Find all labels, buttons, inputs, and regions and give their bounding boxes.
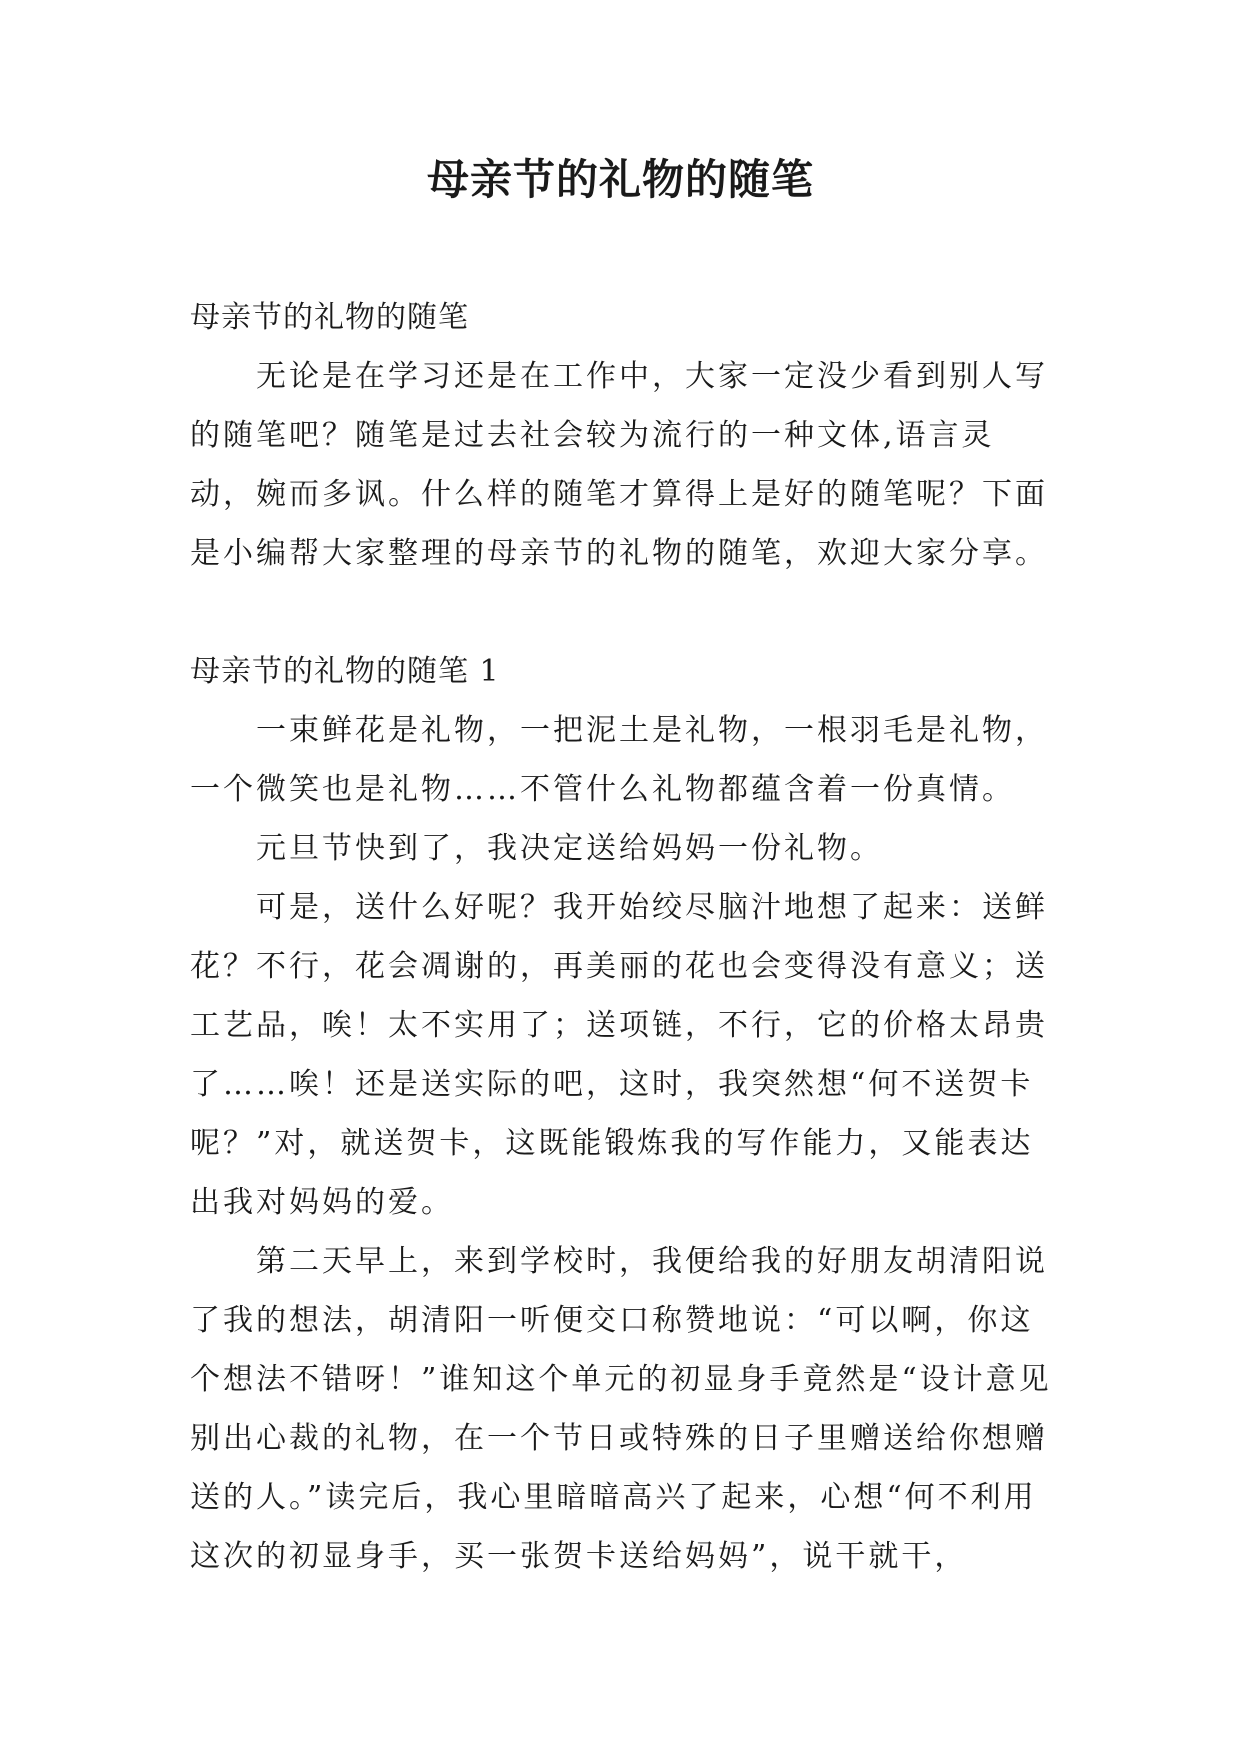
body-paragraph: 一束鲜花是礼物，一把泥土是礼物，一根羽毛是礼物，一个微笑也是礼物……不管什么礼物都蕴含着一份真情。 bbox=[190, 713, 1048, 807]
body-paragraph: 可是，送什么好呢？我开始绞尽脑汁地想了起来：送鲜花？不行，花会凋谢的，再美丽的花也会变得没有意义；送工艺品，唉！太不实用了；送项链，不行，它的价格太昂贵了……唉！还是送实际的吧，这时，我突然想“何不送贺卡呢？”对，就送贺卡，这既能锻炼我的写作能力，又能表达出我对妈妈的爱。 bbox=[190, 890, 1048, 1220]
intro-paragraph: 无论是在学习还是在工作中，大家一定没少看到别人写的随笔吧？随笔是过去社会较为流行的一种文体,语言灵动，婉而多讽。什么样的随笔才算得上是好的随笔呢？下面是小编帮大家整理的母亲节的礼物的随笔，欢迎大家分享。 bbox=[190, 359, 1048, 571]
body-paragraph: 元旦节快到了，我决定送给妈妈一份礼物。 bbox=[256, 831, 883, 866]
section-spacer bbox=[190, 583, 1060, 642]
document-body bbox=[190, 288, 1060, 1586]
section-heading: 母亲节的礼物的随笔 1 bbox=[190, 654, 500, 689]
subtitle: 母亲节的礼物的随笔 bbox=[190, 300, 469, 335]
body-paragraph: 第二天早上，来到学校时，我便给我的好朋友胡清阳说了我的想法，胡清阳一听便交口称赞地说：“可以啊，你这个想法不错呀！”谁知这个单元的初显身手竟然是“设计意见别出心裁的礼物，在一个节日或特殊的日子里赠送给你想赠送的人。”读完后，我心里暗暗高兴了起来，心想“何不利用这次的初显身手，买一张贺卡送给妈妈”，说干就干， bbox=[190, 1244, 1052, 1574]
document-title: 母亲节的礼物的随笔 bbox=[426, 155, 814, 204]
